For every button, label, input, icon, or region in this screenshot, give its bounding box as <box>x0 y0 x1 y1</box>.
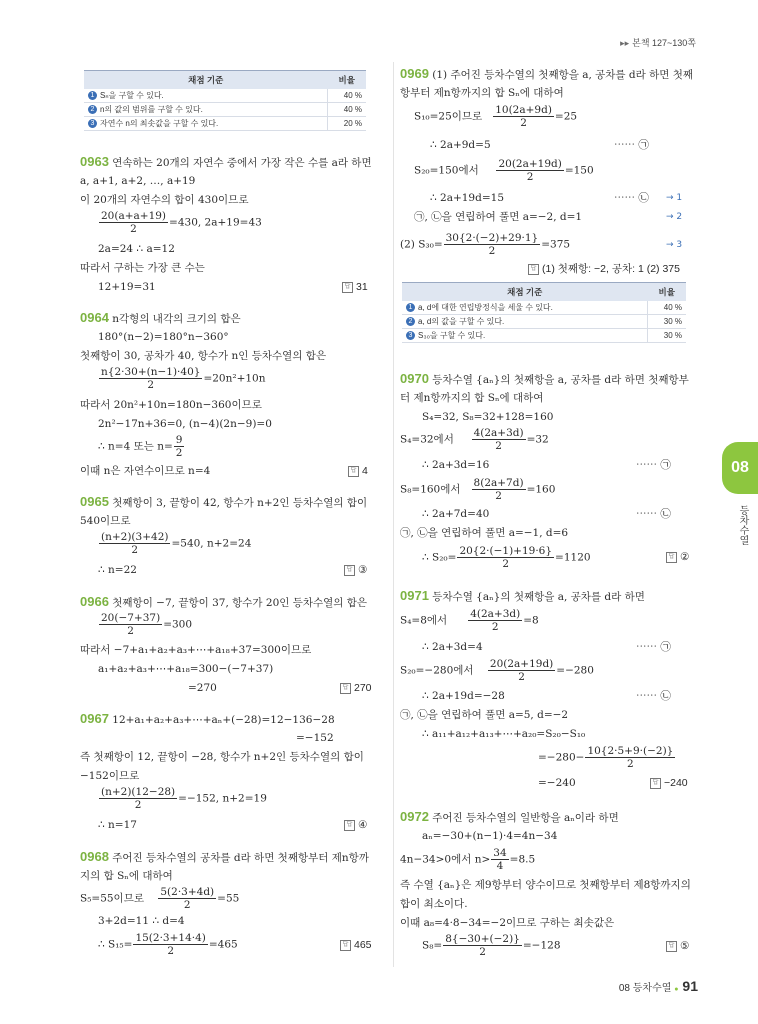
table-header: 채점 기준 <box>84 71 328 90</box>
table-row: 3 S₃₀을 구할 수 있다. 30 % <box>402 329 686 343</box>
problem-number: 0963 <box>80 154 109 169</box>
step-arrow-icon: → 1 <box>666 193 683 203</box>
step-badge: 2 <box>406 317 415 326</box>
answer-icon: 답 <box>340 683 351 694</box>
problem-number: 0970 <box>400 371 429 386</box>
table-row: 2 a, d의 값을 구할 수 있다. 30 % <box>402 315 686 329</box>
problem-number: 0964 <box>80 310 109 325</box>
answer-icon: 답 <box>666 941 677 952</box>
footer-bullet-icon: ● <box>674 986 679 993</box>
answer-icon: 답 <box>344 565 355 576</box>
problem-number: 0965 <box>80 494 109 509</box>
right-grading-table <box>402 282 686 343</box>
answer-icon: 답 <box>342 282 353 293</box>
answer-icon: 답 <box>348 466 359 477</box>
left-grading-table <box>84 70 366 131</box>
problem-number: 0966 <box>80 594 109 609</box>
problem-number: 0971 <box>400 588 429 603</box>
problem-number: 0972 <box>400 809 429 824</box>
step-badge: 1 <box>406 303 415 312</box>
table-row: 2 n의 값의 범위를 구할 수 있다. 40 % <box>84 103 366 117</box>
answer-icon: 답 <box>344 820 355 831</box>
chapter-tab[interactable]: 08 <box>722 442 758 494</box>
step-badge: 3 <box>88 119 97 128</box>
table-row: 1 Sₙ을 구할 수 있다. 40 % <box>84 89 366 103</box>
page-reference: ▸▸ 본책 127~130쪽 <box>620 38 696 48</box>
answer-icon: 답 <box>650 778 661 789</box>
table-row: 1 a, d에 대한 연립방정식을 세울 수 있다. 40 % <box>402 301 686 315</box>
table-header: 비율 <box>648 283 687 302</box>
table-header: 채점 기준 <box>402 283 648 302</box>
table-header: 비율 <box>328 71 367 90</box>
problem-number: 0967 <box>80 711 109 726</box>
page-footer <box>619 978 698 994</box>
chapter-tab-title: 등차수열 <box>737 505 748 545</box>
page-number: 91 <box>682 978 698 994</box>
table-row: 3 자연수 n의 최솟값을 구할 수 있다. 20 % <box>84 117 366 131</box>
footer-chapter-title: 08 등차수열 <box>618 983 672 994</box>
step-badge: 2 <box>88 105 97 114</box>
column-divider <box>393 62 394 967</box>
answer-icon: 답 <box>528 264 539 275</box>
problem-number: 0968 <box>80 849 109 864</box>
step-badge: 3 <box>406 331 415 340</box>
answer-icon: 답 <box>666 552 677 563</box>
chevron-right-icon: ▸▸ <box>620 38 630 48</box>
step-arrow-icon: → 2 <box>666 212 683 222</box>
step-badge: 1 <box>88 91 97 100</box>
problem-number: 0969 <box>400 66 429 81</box>
answer-icon: 답 <box>340 940 351 951</box>
step-arrow-icon: → 3 <box>666 240 683 250</box>
